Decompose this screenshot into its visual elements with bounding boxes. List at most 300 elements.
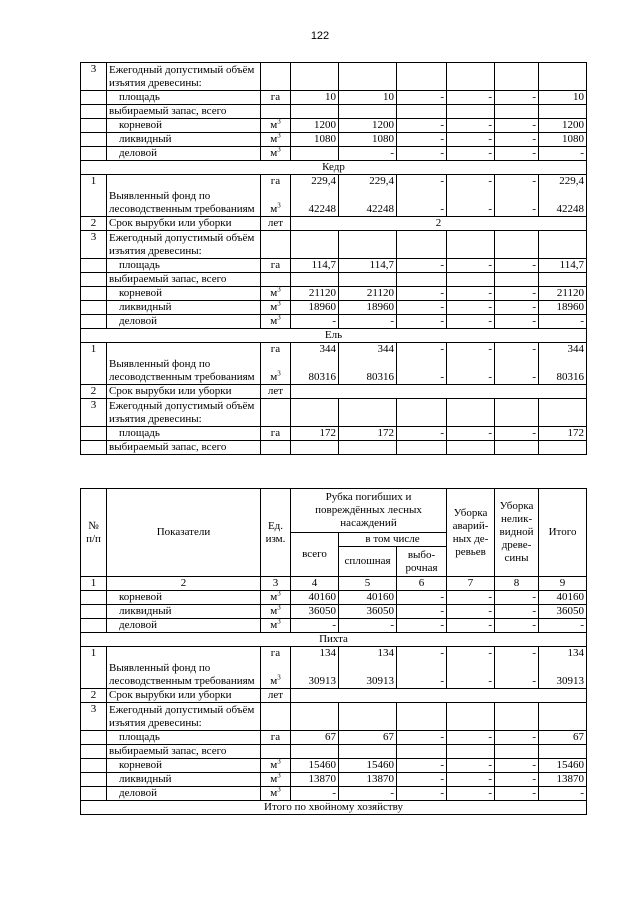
value-cell: - xyxy=(291,787,339,801)
value-cell xyxy=(339,441,397,455)
value-cell xyxy=(447,647,495,689)
unit-text: м xyxy=(270,591,278,603)
unit-cell xyxy=(261,399,291,427)
value-cell: - xyxy=(397,91,447,105)
value-cell: - xyxy=(291,619,339,633)
row-label: ликвидный xyxy=(107,133,261,147)
row-number xyxy=(81,91,107,105)
value-cell xyxy=(397,273,447,287)
value-cell: - xyxy=(495,315,539,329)
table-row xyxy=(81,259,587,273)
value-cell: - xyxy=(495,759,539,773)
value-cell: - xyxy=(397,773,447,787)
row-number: 3 xyxy=(81,703,107,731)
row-label: Выявленный фонд по лесоводственным требованиям xyxy=(107,175,261,217)
unit-text: м xyxy=(270,119,278,131)
header-num: № п/п xyxy=(81,489,107,577)
unit-cell: га xyxy=(261,427,291,441)
value-cell: - xyxy=(397,301,447,315)
value-cell: - xyxy=(495,773,539,787)
row-label: ликвидный xyxy=(107,773,261,787)
value-cell xyxy=(291,231,339,259)
unit-cell xyxy=(261,343,291,385)
value-line: 134 xyxy=(567,647,585,659)
value-cell xyxy=(291,147,339,161)
value-cell xyxy=(447,63,495,91)
value-cell xyxy=(447,175,495,217)
value-cell: - xyxy=(539,315,587,329)
row-number xyxy=(81,787,107,801)
row-number: 2 xyxy=(81,689,107,703)
section-title: Кедр xyxy=(81,161,587,175)
table-row xyxy=(81,287,587,301)
row-label: площадь xyxy=(107,731,261,745)
row-label: корневой xyxy=(107,119,261,133)
column-number: 5 xyxy=(339,577,397,591)
value-cell xyxy=(539,105,587,119)
row-number xyxy=(81,441,107,455)
value-cell: - xyxy=(447,301,495,315)
value-line-2: 30913 xyxy=(308,675,336,687)
row-number: 3 xyxy=(81,63,107,91)
header-unit: Ед. изм. xyxy=(261,489,291,577)
value-cell: - xyxy=(495,147,539,161)
value-cell xyxy=(339,399,397,427)
value-line: - xyxy=(488,343,492,355)
row-label: Ежегодный допустимый объём изъятия древесины: xyxy=(107,231,261,259)
unit-cell: лет xyxy=(261,689,291,703)
value-cell: - xyxy=(397,787,447,801)
unit-cell xyxy=(261,745,291,759)
header-incl: в том числе xyxy=(339,533,447,547)
value-cell xyxy=(397,703,447,731)
row-number: 3 xyxy=(81,231,107,259)
value-cell xyxy=(339,175,397,217)
forest-table-top xyxy=(80,62,587,455)
value-line: 229,4 xyxy=(559,175,584,187)
value-cell: 67 xyxy=(339,731,397,745)
column-number: 4 xyxy=(291,577,339,591)
value-cell: 1200 xyxy=(339,119,397,133)
row-number xyxy=(81,273,107,287)
table-row xyxy=(81,315,587,329)
value-cell: - xyxy=(397,731,447,745)
row-label: деловой xyxy=(107,147,261,161)
value-line-2: 80316 xyxy=(556,371,584,383)
value-line: - xyxy=(440,647,445,659)
value-line: 344 xyxy=(319,343,336,355)
value-line: 344 xyxy=(377,343,394,355)
value-line: 229,4 xyxy=(369,175,394,187)
header-sum: Итого xyxy=(539,489,587,577)
value-cell xyxy=(291,647,339,689)
column-number: 7 xyxy=(447,577,495,591)
unit-cell xyxy=(261,703,291,731)
value-cell xyxy=(495,703,539,731)
forest-table-bottom xyxy=(80,488,587,815)
table-row xyxy=(81,619,587,633)
table-row xyxy=(81,175,587,217)
value-cell: 18960 xyxy=(339,301,397,315)
value-cell: - xyxy=(397,427,447,441)
unit-line-2: $м^3$ xyxy=(270,673,281,687)
value-cell: - xyxy=(495,91,539,105)
value-cell: - xyxy=(447,133,495,147)
value-cell: 40160 xyxy=(539,591,587,605)
value-cell: 21120 xyxy=(291,287,339,301)
unit-cell: га xyxy=(261,91,291,105)
row-number xyxy=(81,315,107,329)
value-cell: - xyxy=(495,591,539,605)
value-line-2: 30913 xyxy=(366,675,394,687)
value-cell: - xyxy=(539,619,587,633)
value-line-2: 30913 xyxy=(556,675,585,687)
unit-text: м xyxy=(270,133,278,145)
row-label: корневой xyxy=(107,591,261,605)
unit-text: м xyxy=(270,147,278,159)
row-number xyxy=(81,301,107,315)
value-cell xyxy=(339,273,397,287)
value-cell xyxy=(447,703,495,731)
unit-cell: $м^3$ xyxy=(261,119,291,133)
value-cell: - xyxy=(447,147,495,161)
value-cell: - xyxy=(447,773,495,787)
value-cell xyxy=(495,343,539,385)
value-line-2: - xyxy=(488,203,492,215)
value-line: - xyxy=(440,175,444,187)
row-number xyxy=(81,745,107,759)
table-row xyxy=(81,63,587,91)
value-cell: - xyxy=(397,759,447,773)
value-cell xyxy=(447,441,495,455)
column-number: 9 xyxy=(539,577,587,591)
section-row xyxy=(81,801,587,815)
row-label: деловой xyxy=(107,619,261,633)
unit-cell: $м^3$ xyxy=(261,773,291,787)
value-cell xyxy=(495,647,539,689)
value-cell: 172 xyxy=(539,427,587,441)
value-cell: 36050 xyxy=(539,605,587,619)
value-cell: - xyxy=(447,759,495,773)
value-cell xyxy=(339,703,397,731)
value-cell xyxy=(291,441,339,455)
table-row xyxy=(81,231,587,259)
table-header xyxy=(81,489,587,591)
value-cell xyxy=(495,399,539,427)
value-line-2: - xyxy=(532,371,536,383)
value-cell xyxy=(495,273,539,287)
value-cell xyxy=(539,231,587,259)
unit-cell: $м^3$ xyxy=(261,287,291,301)
column-number: 6 xyxy=(397,577,447,591)
value-cell xyxy=(397,441,447,455)
value-cell xyxy=(397,63,447,91)
value-cell: 172 xyxy=(291,427,339,441)
value-cell: 15460 xyxy=(339,759,397,773)
value-cell xyxy=(339,647,397,689)
row-number xyxy=(81,119,107,133)
unit-text: м xyxy=(270,315,278,327)
value-cell: - xyxy=(339,619,397,633)
table-row xyxy=(81,441,587,455)
value-cell: 67 xyxy=(291,731,339,745)
unit-text: м xyxy=(270,619,278,631)
section-row xyxy=(81,329,587,343)
value-cell xyxy=(397,647,447,689)
value-cell: - xyxy=(539,147,587,161)
section-row xyxy=(81,161,587,175)
value-cell xyxy=(447,231,495,259)
value-cell xyxy=(397,399,447,427)
value-cell: - xyxy=(397,287,447,301)
unit-cell: $м^3$ xyxy=(261,315,291,329)
table-row xyxy=(81,385,587,399)
unit-cell: $м^3$ xyxy=(261,133,291,147)
value-cell: 114,7 xyxy=(339,259,397,273)
value-cell xyxy=(447,399,495,427)
unit-cell: лет xyxy=(261,217,291,231)
row-label: выбираемый запас, всего xyxy=(107,441,261,455)
row-label: площадь xyxy=(107,259,261,273)
value-cell: 10 xyxy=(339,91,397,105)
value-cell xyxy=(495,441,539,455)
value-cell: 21120 xyxy=(339,287,397,301)
value-cell xyxy=(339,745,397,759)
value-cell: - xyxy=(397,605,447,619)
table-row xyxy=(81,759,587,773)
value-cell xyxy=(447,105,495,119)
value-line: - xyxy=(488,647,493,659)
value-line-2: 80316 xyxy=(366,371,394,383)
unit-text: м xyxy=(270,301,278,313)
value-cell: - xyxy=(495,133,539,147)
value-cell: 36050 xyxy=(339,605,397,619)
unit-cell xyxy=(261,231,291,259)
row-number xyxy=(81,287,107,301)
unit-text: м xyxy=(270,787,278,799)
value-cell: 1080 xyxy=(339,133,397,147)
value-line-2: - xyxy=(440,203,444,215)
value-cell: 10 xyxy=(539,91,587,105)
value-cell xyxy=(291,745,339,759)
row-label: деловой xyxy=(107,787,261,801)
value-line-2: 42248 xyxy=(308,203,336,215)
row-number: 3 xyxy=(81,399,107,427)
value-cell xyxy=(447,745,495,759)
unit-cell xyxy=(261,175,291,217)
value-cell xyxy=(539,175,587,217)
value-cell: - xyxy=(495,731,539,745)
value-cell: 40160 xyxy=(339,591,397,605)
column-number: 2 xyxy=(107,577,261,591)
value-cell: 13870 xyxy=(291,773,339,787)
section-title: Итого по хвойному хозяйству xyxy=(81,801,587,815)
table-row xyxy=(81,217,587,231)
row-label: Ежегодный допустимый объём изъятия древесины: xyxy=(107,399,261,427)
value-line-2: - xyxy=(532,203,536,215)
value-cell xyxy=(539,63,587,91)
value-cell: - xyxy=(291,315,339,329)
column-number: 8 xyxy=(495,577,539,591)
table-row xyxy=(81,147,587,161)
value-cell xyxy=(495,745,539,759)
unit-cell: га xyxy=(261,259,291,273)
header-emergency: Уборка аварий-ных де-ревьев xyxy=(447,489,495,577)
row-number: 1 xyxy=(81,343,107,385)
value-line: 134 xyxy=(377,647,394,659)
value-cell: - xyxy=(397,619,447,633)
row-label: площадь xyxy=(107,91,261,105)
value-cell xyxy=(339,105,397,119)
value-cell xyxy=(291,63,339,91)
row-number xyxy=(81,259,107,273)
row-number xyxy=(81,605,107,619)
value-cell xyxy=(539,441,587,455)
value-cell xyxy=(291,273,339,287)
value-line: - xyxy=(440,343,444,355)
term-value: 2 xyxy=(291,217,587,231)
value-line: 229,4 xyxy=(311,175,336,187)
unit-text: м xyxy=(270,675,278,687)
value-cell: - xyxy=(397,591,447,605)
row-label: Срок вырубки или уборки xyxy=(107,385,261,399)
value-cell: - xyxy=(495,259,539,273)
row-label: Срок вырубки или уборки xyxy=(107,689,261,703)
table-row xyxy=(81,689,587,703)
value-cell: - xyxy=(495,619,539,633)
row-label: Выявленный фонд по лесоводственным требованиям xyxy=(107,647,261,689)
table-row xyxy=(81,119,587,133)
value-cell: 21120 xyxy=(539,287,587,301)
value-cell: - xyxy=(447,287,495,301)
unit-cell: лет xyxy=(261,385,291,399)
row-number xyxy=(81,773,107,787)
unit-text: м xyxy=(270,371,278,383)
value-cell xyxy=(495,63,539,91)
row-label: Ежегодный допустимый объём изъятия древесины: xyxy=(107,63,261,91)
table-row xyxy=(81,591,587,605)
value-cell xyxy=(495,175,539,217)
value-cell xyxy=(447,273,495,287)
row-number xyxy=(81,147,107,161)
section-row xyxy=(81,633,587,647)
value-cell: - xyxy=(447,787,495,801)
value-line-2: - xyxy=(532,675,537,687)
table-row xyxy=(81,731,587,745)
value-cell xyxy=(495,105,539,119)
table-row xyxy=(81,399,587,427)
value-cell: - xyxy=(397,119,447,133)
value-line-2: 42248 xyxy=(556,203,584,215)
value-cell: - xyxy=(447,259,495,273)
row-number: 2 xyxy=(81,217,107,231)
unit-text: м xyxy=(270,759,278,771)
unit-cell: $м^3$ xyxy=(261,787,291,801)
section-title: Пихта xyxy=(81,633,587,647)
row-label: корневой xyxy=(107,759,261,773)
unit-text: м xyxy=(270,203,278,215)
header-total-sub: всего xyxy=(291,533,339,577)
table-row xyxy=(81,343,587,385)
unit-text: м xyxy=(270,773,278,785)
value-cell: - xyxy=(495,787,539,801)
value-cell: - xyxy=(447,119,495,133)
row-number xyxy=(81,591,107,605)
value-cell: 15460 xyxy=(291,759,339,773)
table-row xyxy=(81,787,587,801)
value-cell xyxy=(291,703,339,731)
unit-cell xyxy=(261,441,291,455)
value-cell: - xyxy=(339,787,397,801)
row-number xyxy=(81,759,107,773)
row-label: выбираемый запас, всего xyxy=(107,745,261,759)
unit-line: га xyxy=(270,647,281,659)
value-line: 344 xyxy=(567,343,584,355)
value-cell: - xyxy=(495,605,539,619)
value-cell xyxy=(339,231,397,259)
row-number: 2 xyxy=(81,385,107,399)
unit-cell xyxy=(261,273,291,287)
unit-text: м xyxy=(270,287,278,299)
unit-cell xyxy=(261,647,291,689)
value-line-2: 42248 xyxy=(366,203,394,215)
row-label: корневой xyxy=(107,287,261,301)
value-cell xyxy=(291,343,339,385)
table-row xyxy=(81,427,587,441)
value-cell xyxy=(539,273,587,287)
header-unliquid: Уборка нелик-видной древе-сины xyxy=(495,489,539,577)
value-line-2: - xyxy=(440,675,445,687)
table-row xyxy=(81,745,587,759)
unit-cell: $м^3$ xyxy=(261,619,291,633)
row-label: Ежегодный допустимый объём изъятия древесины: xyxy=(107,703,261,731)
unit-line: га xyxy=(270,175,281,187)
value-cell: 18960 xyxy=(539,301,587,315)
value-cell: - xyxy=(397,259,447,273)
value-cell xyxy=(539,745,587,759)
value-cell xyxy=(539,343,587,385)
table-row xyxy=(81,133,587,147)
column-number: 3 xyxy=(261,577,291,591)
page-number: 122 xyxy=(310,30,330,42)
value-cell: - xyxy=(447,731,495,745)
value-cell xyxy=(495,231,539,259)
header-selective: выбо-рочная xyxy=(397,547,447,577)
table-row xyxy=(81,91,587,105)
value-cell: 172 xyxy=(339,427,397,441)
unit-cell xyxy=(261,105,291,119)
row-label: площадь xyxy=(107,427,261,441)
value-line-2: - xyxy=(488,675,493,687)
value-cell xyxy=(539,703,587,731)
table-row xyxy=(81,105,587,119)
value-line: - xyxy=(488,175,492,187)
unit-line-2: $м^3$ xyxy=(270,201,281,215)
value-cell: - xyxy=(447,591,495,605)
value-cell: 114,7 xyxy=(291,259,339,273)
section-title: Ель xyxy=(81,329,587,343)
unit-line-2: $м^3$ xyxy=(270,369,281,383)
header-solid: сплошная xyxy=(339,547,397,577)
value-cell: 1200 xyxy=(291,119,339,133)
table-row xyxy=(81,301,587,315)
value-cell: 114,7 xyxy=(539,259,587,273)
row-number xyxy=(81,105,107,119)
value-cell: 40160 xyxy=(291,591,339,605)
value-cell xyxy=(397,231,447,259)
value-cell xyxy=(397,105,447,119)
value-cell: - xyxy=(447,315,495,329)
